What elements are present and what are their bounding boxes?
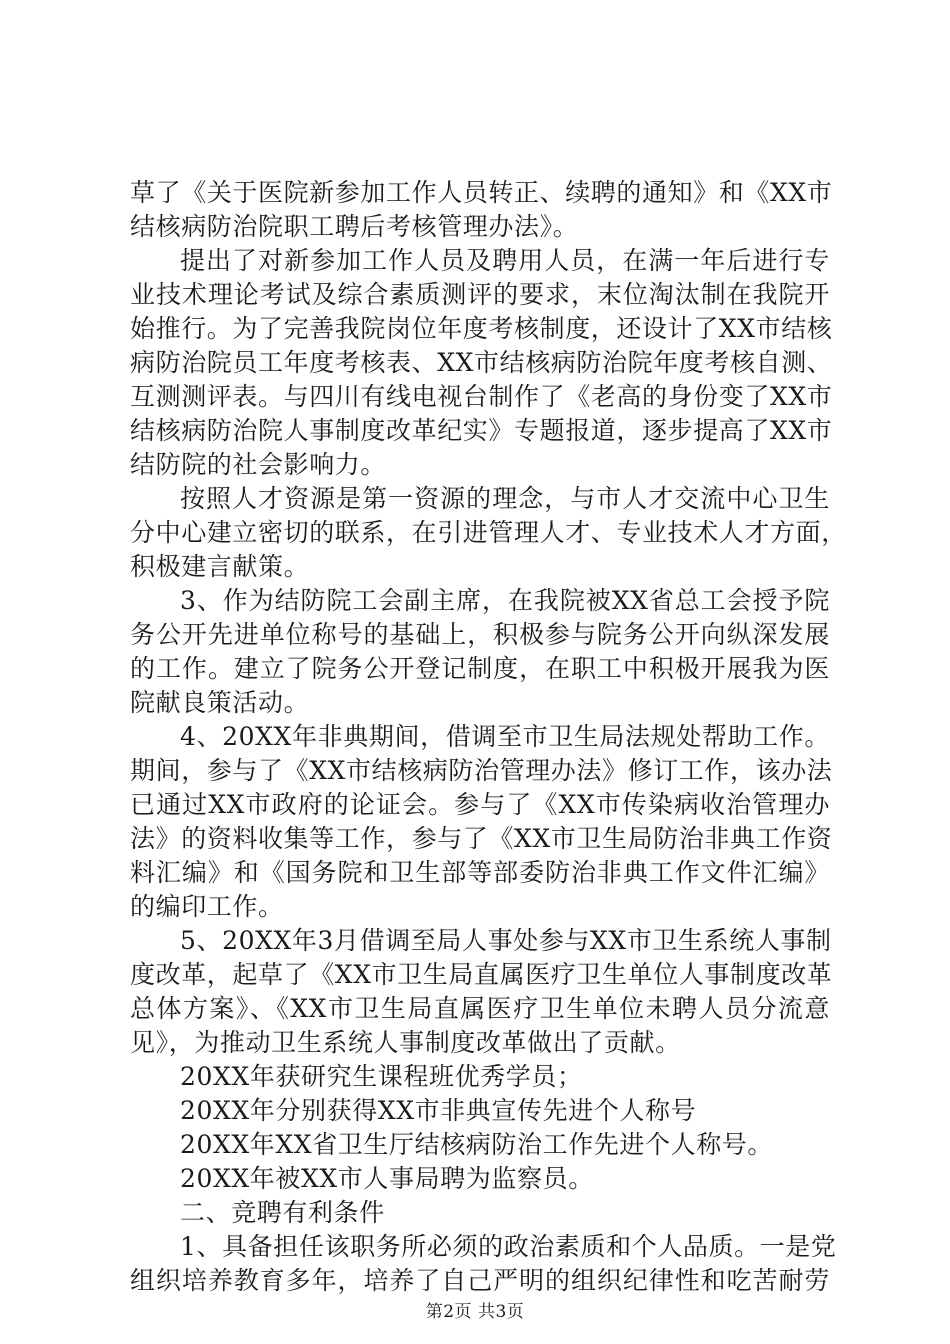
text-line: 料汇编》和《国务院和卫生部等部委防治非典工作文件汇编》: [130, 858, 830, 887]
section-heading: 二、竞聘有利条件: [180, 1198, 385, 1227]
text-line: 20XX年获研究生课程班优秀学员；: [180, 1062, 583, 1091]
text-line: 积极建言献策。: [130, 552, 310, 581]
text-line: 务公开先进单位称号的基础上，积极参与院务公开向纵深发展: [130, 620, 830, 649]
text-line: 已通过XX市政府的论证会。参与了《XX市传染病收治管理办: [130, 790, 830, 819]
text-line: 互测测评表。与四川有线电视台制作了《老高的身份变了XX市: [130, 382, 833, 411]
text-line: 业技术理论考试及综合素质测评的要求，末位淘汰制在我院开: [130, 280, 830, 309]
text-line: 病防治院员工年度考核表、XX市结核病防治院年度考核自测、: [130, 348, 833, 377]
text-line: 按照人才资源是第一资源的理念，与市人才交流中心卫生: [180, 484, 830, 513]
text-line: 的编印工作。: [130, 892, 284, 921]
text-line: 1、具备担任该职务所必须的政治素质和个人品质。一是党: [180, 1232, 837, 1261]
text-line: 草了《关于医院新参加工作人员转正、续聘的通知》和《XX市: [130, 178, 833, 207]
text-line: 见》，为推动卫生系统人事制度改革做出了贡献。: [130, 1028, 681, 1057]
text-line: 20XX年XX省卫生厅结核病防治工作先进个人称号。: [180, 1130, 774, 1159]
text-line: 院献良策活动。: [130, 688, 310, 717]
text-line: 法》的资料收集等工作，参与了《XX市卫生局防治非典工作资: [130, 824, 833, 853]
text-line: 结防院的社会影响力。: [130, 450, 387, 479]
text-line: 5、20XX年3月借调至局人事处参与XX市卫生系统人事制: [180, 926, 832, 955]
text-line: 组织培养教育多年，培养了自己严明的组织纪律性和吃苦耐劳: [130, 1266, 830, 1295]
text-line: 结核病防治院职工聘后考核管理办法》。: [130, 212, 579, 241]
text-line: 3、作为结防院工会副主席，在我院被XX省总工会授予院: [180, 586, 830, 615]
text-line: 20XX年被XX市人事局聘为监察员。: [180, 1164, 594, 1193]
text-line: 的工作。建立了院务公开登记制度，在职工中积极开展我为医: [130, 654, 830, 683]
text-line: 总体方案》、《XX市卫生局直属医疗卫生单位未聘人员分流意: [130, 994, 830, 1023]
text-line: 4、20XX年非典期间，借调至市卫生局法规处帮助工作。: [180, 722, 830, 751]
text-line: 期间，参与了《XX市结核病防治管理办法》修订工作，该办法: [130, 756, 833, 785]
text-line: 分中心建立密切的联系，在引进管理人才、专业技术人才方面，: [130, 518, 847, 547]
text-line: 20XX年分别获得XX市非典宣传先进个人称号: [180, 1096, 697, 1125]
page-number: 第2页 共3页: [425, 1302, 525, 1322]
text-line: 提出了对新参加工作人员及聘用人员，在满一年后进行专: [180, 246, 830, 275]
text-line: 度改革，起草了《XX市卫生局直属医疗卫生单位人事制度改革: [130, 960, 833, 989]
text-line: 结核病防治院人事制度改革纪实》专题报道，逐步提高了XX市: [130, 416, 833, 445]
text-line: 始推行。为了完善我院岗位年度考核制度，还设计了XX市结核: [130, 314, 833, 343]
